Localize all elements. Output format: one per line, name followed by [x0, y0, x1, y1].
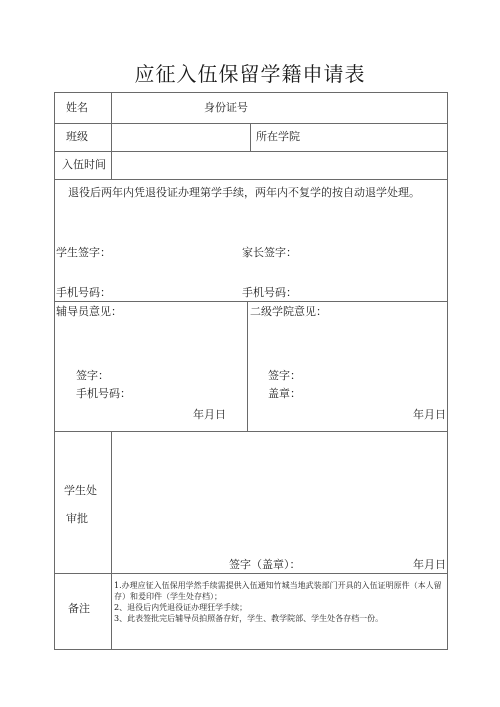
parent-signature-label: 家长签字：: [242, 246, 297, 259]
id-number-label: 身份证号: [204, 101, 248, 114]
college-opinion-label: 二级学院意见：: [250, 305, 327, 318]
remark-item: 1.办理应征入伍保用学然手续需提供入伍通知竹城当地武装部门开具的入伍证明原件（本人留存）和爰印件（学生处存档）；: [114, 581, 442, 601]
row-divider: [54, 179, 448, 180]
remarks-label: 备注: [68, 602, 90, 615]
row-divider: [54, 301, 448, 302]
row-divider: [54, 151, 448, 152]
statement-text: 退役后两年内凭退役证办理第学手续，两年内不复学的按自动退学处理。: [68, 186, 420, 199]
counselor-opinion-label: 辅导员意见：: [56, 305, 122, 318]
counselor-date-label: 年月日: [193, 408, 226, 421]
row-divider: [54, 123, 448, 124]
approval-date-label: 年月日: [413, 558, 446, 571]
row-divider: [54, 431, 448, 432]
approval-signature-label: 签字（盖章）：: [229, 558, 301, 571]
college-stamp-label: 盖章：: [268, 387, 301, 400]
remarks-list: [114, 580, 444, 624]
counselor-signature-label: 签字：: [76, 369, 109, 382]
application-form-table: [54, 92, 448, 650]
remark-item: 3、此表签批完后辅导员拍照备存好，学生、教学院部、学生处各存档一份。: [114, 614, 384, 623]
college-date-label: 年月日: [413, 408, 446, 421]
page-title: 应征入伍保留学籍申请表: [134, 62, 366, 86]
approval-label-line1: 学生处: [64, 484, 97, 497]
student-signature-label: 学生签字：: [56, 246, 111, 259]
parent-phone-label: 手机号码：: [242, 286, 297, 299]
table-border-right: [447, 92, 448, 650]
student-phone-label: 手机号码：: [56, 286, 111, 299]
remark-item: 2、退役后内凭退役证办理狂学手续；: [114, 603, 248, 612]
opinion-column-divider: [247, 301, 248, 432]
table-border-top: [54, 92, 448, 93]
label-column-divider: [111, 431, 112, 650]
approval-label-line2: 审批: [66, 512, 88, 525]
table-border-bottom: [54, 649, 448, 650]
column-divider: [250, 123, 251, 152]
college-label: 所在学院: [256, 130, 300, 143]
label-column-divider: [111, 92, 112, 180]
college-signature-label: 签字：: [268, 369, 301, 382]
enlistment-time-label: 入伍时间: [62, 158, 106, 171]
table-border-left: [54, 92, 55, 650]
row-divider: [54, 573, 448, 574]
class-label: 班级: [66, 130, 88, 143]
name-label: 姓名: [66, 101, 88, 114]
counselor-phone-label: 手机号码：: [76, 387, 131, 400]
